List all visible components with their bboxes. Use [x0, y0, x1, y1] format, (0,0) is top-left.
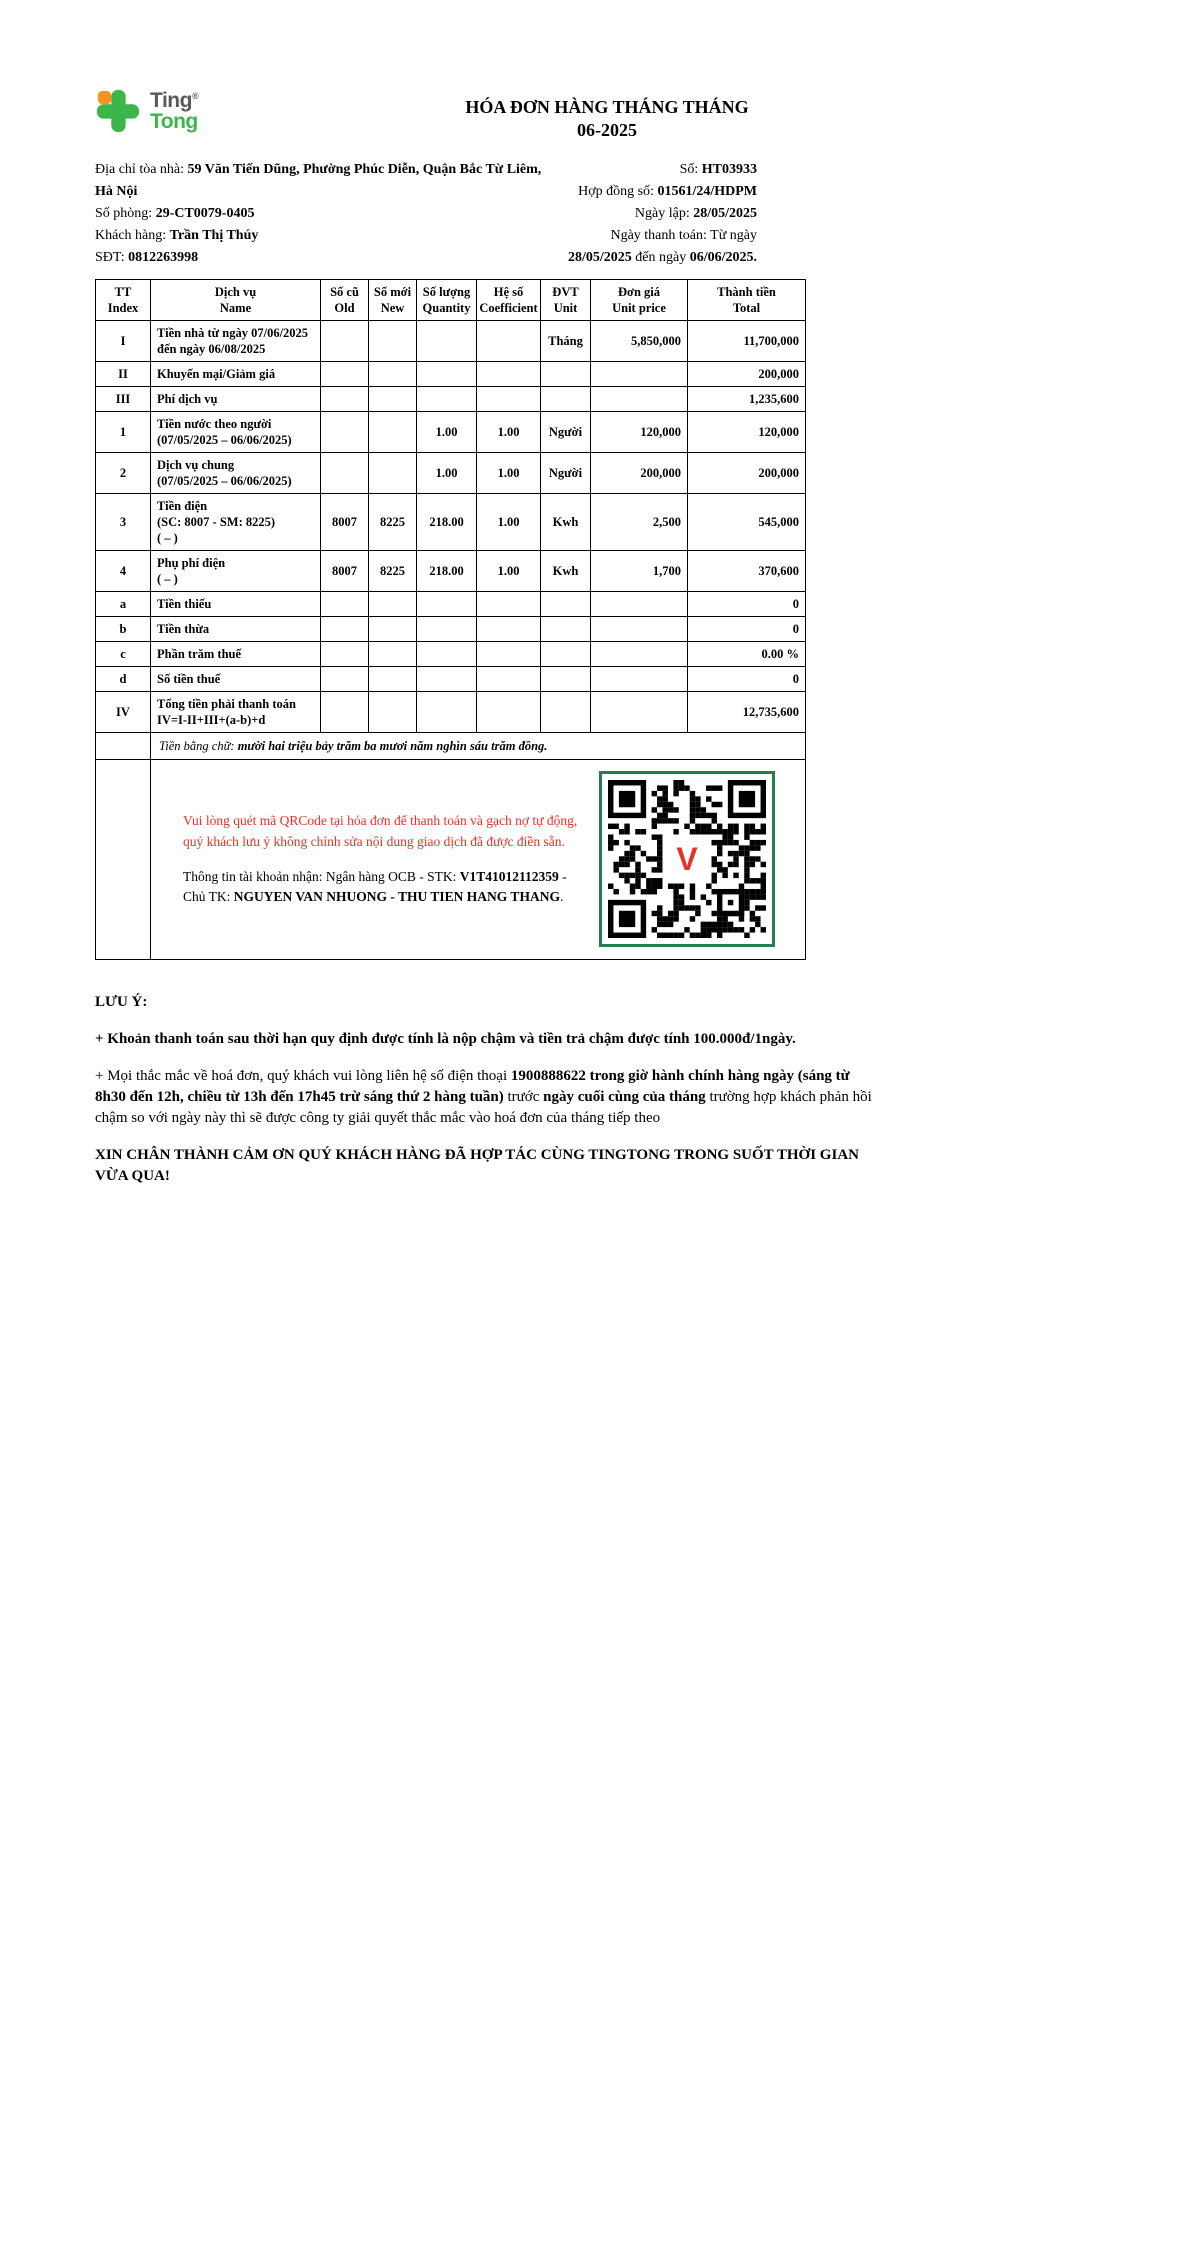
- cell-qty: [417, 691, 477, 732]
- cell-tt: c: [96, 641, 151, 666]
- cell-tt: IV: [96, 691, 151, 732]
- logo-word-tong: Tong: [150, 110, 198, 133]
- payment-from: 28/05/2025: [568, 249, 632, 265]
- cell-tt: II: [96, 361, 151, 386]
- cell-unit: [541, 591, 591, 616]
- cell-old: 8007: [321, 550, 369, 591]
- registered-mark: ®: [191, 90, 199, 101]
- phone-label: SĐT:: [95, 249, 129, 265]
- room-value: 29-CT0079-0405: [155, 205, 255, 221]
- cell-tt: 3: [96, 493, 151, 550]
- cell-total: 0: [688, 616, 806, 641]
- issue-date-value: 28/05/2025: [693, 205, 757, 221]
- cell-old: [321, 691, 369, 732]
- cell-coef: [477, 616, 541, 641]
- qr-cell: [151, 759, 806, 959]
- col-header-tt: TT Index: [96, 279, 151, 320]
- cell-tt-empty: [96, 759, 151, 959]
- cell-old: 8007: [321, 493, 369, 550]
- customer-value: Trần Thị Thúy: [169, 227, 259, 243]
- address-value: 59 Văn Tiến Dũng, Phường Phúc Diễn, Quận Bắc Từ Liêm, Hà Nội: [95, 161, 542, 199]
- cell-qty: [417, 361, 477, 386]
- table-row: [96, 691, 806, 732]
- cell-coef: 1.00: [477, 550, 541, 591]
- cell-price: 2,500: [591, 493, 688, 550]
- col-header-quantity: Số lượng Quantity: [417, 279, 477, 320]
- cell-old: [321, 411, 369, 452]
- cell-coef: 1.00: [477, 411, 541, 452]
- cell-new: [369, 411, 417, 452]
- cell-name: Phí dịch vụ: [151, 386, 321, 411]
- contact-bold1: 1900888622 trong giờ hành chính hàng ngày (sáng từ 8h30 đến 12h, chiều từ 13h đến 17h45 trừ sáng thứ 2 hàng tuần): [95, 1067, 850, 1105]
- note-late-payment: + Khoản thanh toán sau thời hạn quy định được tính là nộp chậm và tiền trả chậm được tính 100.000đ/1ngày.: [95, 1030, 796, 1047]
- invoice-no-label: Số:: [679, 161, 702, 177]
- cell-coef: [477, 320, 541, 361]
- cell-new: [369, 641, 417, 666]
- cell-old: [321, 591, 369, 616]
- cell-name: Tiền thiếu: [151, 591, 321, 616]
- cell-new: 8225: [369, 493, 417, 550]
- cell-qty: 218.00: [417, 493, 477, 550]
- header: [95, 88, 757, 143]
- cell-tt: 2: [96, 452, 151, 493]
- cell-unit: [541, 616, 591, 641]
- cell-tt: 1: [96, 411, 151, 452]
- cell-old: [321, 386, 369, 411]
- col-header-coefficient: Hệ số Coefficient: [477, 279, 541, 320]
- amount-in-words-label: Tiền bằng chữ:: [159, 738, 238, 753]
- tingtong-logo-text: [150, 90, 198, 133]
- contact-bold2: ngày cuối cùng của tháng: [543, 1088, 706, 1105]
- cell-coef: [477, 361, 541, 386]
- cell-qty: [417, 666, 477, 691]
- cell-price: [591, 591, 688, 616]
- cell-tt: 4: [96, 550, 151, 591]
- cell-unit: Người: [541, 411, 591, 452]
- note-contact: [95, 1066, 881, 1129]
- cell-qty: 218.00: [417, 550, 477, 591]
- cell-total: 0: [688, 591, 806, 616]
- page-title: HÓA ĐƠN HÀNG THÁNG THÁNG 06-2025: [465, 97, 749, 141]
- cell-price: [591, 386, 688, 411]
- cell-name: Số tiền thuế: [151, 666, 321, 691]
- cell-price: [591, 361, 688, 386]
- table-row: [96, 641, 806, 666]
- payment-label: Ngày thanh toán: Từ ngày: [610, 227, 757, 243]
- address-label: Địa chỉ tòa nhà:: [95, 161, 188, 177]
- table-row: [96, 493, 806, 550]
- room-label: Số phòng:: [95, 205, 156, 221]
- cell-name: Phụ phí điện ( – ): [151, 550, 321, 591]
- amount-in-words-row: [96, 732, 806, 759]
- cell-price: [591, 691, 688, 732]
- cell-name: Dịch vụ chung (07/05/2025 – 06/06/2025): [151, 452, 321, 493]
- cell-unit: Người: [541, 452, 591, 493]
- phone-value: 0812263998: [128, 249, 199, 265]
- cell-total: 200,000: [688, 361, 806, 386]
- cell-total: 200,000: [688, 452, 806, 493]
- contract-value: 01561/24/HDPM: [657, 183, 757, 199]
- invoice-no-value: HT03933: [701, 161, 757, 177]
- invoice-table-footer: [96, 732, 806, 959]
- qr-scan-note: Vui lòng quét mã QRCode tại hóa đơn để thanh toán và gạch nợ tự động, quý khách lưu ý không chỉnh sửa nội dung giao dịch đã được điền sẵn.: [183, 813, 578, 849]
- info-contract: [547, 181, 757, 203]
- cell-name: Tiền thừa: [151, 616, 321, 641]
- table-row: [96, 591, 806, 616]
- contact-part3: trường hợp khách phản hồi chậm so với ngày này thì sẽ được công ty giải quyết thắc mắc vào hoá đơn của tháng tiếp theo: [95, 1088, 872, 1126]
- invoice-table-header: [96, 279, 806, 320]
- cell-price: 120,000: [591, 411, 688, 452]
- cell-price: 5,850,000: [591, 320, 688, 361]
- cell-unit: Tháng: [541, 320, 591, 361]
- cell-price: [591, 666, 688, 691]
- cell-price: 1,700: [591, 550, 688, 591]
- customer-label: Khách hàng:: [95, 227, 170, 243]
- cell-unit: [541, 666, 591, 691]
- table-row: [96, 411, 806, 452]
- cell-qty: [417, 616, 477, 641]
- qr-instructions: [159, 811, 599, 907]
- cell-qty: 1.00: [417, 452, 477, 493]
- cell-total: 0.00 %: [688, 641, 806, 666]
- cell-tt: d: [96, 666, 151, 691]
- col-header-unit: ĐVT Unit: [541, 279, 591, 320]
- cell-old: [321, 320, 369, 361]
- info-invoice-no: [547, 159, 757, 181]
- payment-mid: đến ngày: [631, 249, 690, 265]
- info-phone: [95, 247, 547, 269]
- cell-qty: [417, 320, 477, 361]
- cell-old: [321, 452, 369, 493]
- tingtong-logo-icon: [95, 88, 141, 134]
- account-suffix: .: [559, 889, 564, 905]
- cell-new: [369, 691, 417, 732]
- cell-old: [321, 641, 369, 666]
- account-prefix: Thông tin tài khoản nhận: Ngân hàng OCB - STK:: [183, 868, 460, 884]
- info-address: [95, 159, 547, 203]
- cell-qty: [417, 641, 477, 666]
- account-holder: NGUYEN VAN NHUONG - THU TIEN HANG THANG: [233, 889, 560, 905]
- table-row: [96, 361, 806, 386]
- qr-center-logo-icon: V: [667, 839, 707, 879]
- cell-unit: [541, 691, 591, 732]
- payment-to: 06/06/2025.: [689, 249, 757, 265]
- cell-qty: [417, 591, 477, 616]
- account-mid: - Chủ TK:: [183, 868, 567, 905]
- cell-coef: [477, 691, 541, 732]
- qr-row: [96, 759, 806, 959]
- cell-name: Tiền nước theo người (07/05/2025 – 06/06/2025): [151, 411, 321, 452]
- cell-total: 370,600: [688, 550, 806, 591]
- amount-in-words-value: mười hai triệu bảy trăm ba mươi năm nghìn sáu trăm đồng.: [237, 738, 548, 753]
- cell-name: Phần trăm thuế: [151, 641, 321, 666]
- invoice-table-body: [96, 320, 806, 732]
- cell-coef: 1.00: [477, 493, 541, 550]
- table-row: [96, 666, 806, 691]
- col-header-old: Số cũ Old: [321, 279, 369, 320]
- cell-old: [321, 616, 369, 641]
- cell-name: Tiền điện (SC: 8007 - SM: 8225) ( – ): [151, 493, 321, 550]
- logo-word-ting: Ting: [150, 88, 192, 112]
- cell-new: [369, 386, 417, 411]
- cell-total: 11,700,000: [688, 320, 806, 361]
- table-row: [96, 320, 806, 361]
- cell-total: 120,000: [688, 411, 806, 452]
- cell-price: 200,000: [591, 452, 688, 493]
- cell-unit: Kwh: [541, 550, 591, 591]
- cell-coef: [477, 666, 541, 691]
- cell-unit: [541, 386, 591, 411]
- col-header-unit-price: Đơn giá Unit price: [591, 279, 688, 320]
- info-issue-date: [547, 203, 757, 225]
- notes-section: [95, 992, 881, 1187]
- cell-new: [369, 452, 417, 493]
- header-row: [96, 279, 806, 320]
- cell-tt: a: [96, 591, 151, 616]
- cell-tt: b: [96, 616, 151, 641]
- cell-unit: Kwh: [541, 493, 591, 550]
- contract-label: Hợp đồng số:: [578, 183, 658, 199]
- cell-new: [369, 616, 417, 641]
- cell-qty: 1.00: [417, 411, 477, 452]
- notes-heading: LƯU Ý:: [95, 993, 148, 1010]
- cell-coef: [477, 386, 541, 411]
- info-payment-date: [547, 225, 757, 269]
- table-row: [96, 452, 806, 493]
- cell-price: [591, 641, 688, 666]
- cell-total: 0: [688, 666, 806, 691]
- cell-unit: [541, 361, 591, 386]
- cell-tt-empty: [96, 732, 151, 759]
- cell-old: [321, 361, 369, 386]
- cell-new: [369, 591, 417, 616]
- cell-qty: [417, 386, 477, 411]
- cell-total: 545,000: [688, 493, 806, 550]
- info-right-column: [547, 159, 757, 269]
- cell-coef: [477, 641, 541, 666]
- amount-in-words-cell: [151, 732, 806, 759]
- table-row: [96, 616, 806, 641]
- contact-part2: trước: [503, 1088, 544, 1105]
- info-left-column: [95, 159, 547, 269]
- info-room: [95, 203, 547, 225]
- cell-name: Tiền nhà từ ngày 07/06/2025 đến ngày 06/08/2025: [151, 320, 321, 361]
- cell-total: 12,735,600: [688, 691, 806, 732]
- qr-code: [599, 771, 775, 947]
- account-info: [183, 867, 585, 908]
- info-section: [95, 159, 757, 269]
- cell-tt: I: [96, 320, 151, 361]
- cell-coef: 1.00: [477, 452, 541, 493]
- cell-new: [369, 361, 417, 386]
- cell-total: 1,235,600: [688, 386, 806, 411]
- col-header-total: Thành tiền Total: [688, 279, 806, 320]
- cell-new: [369, 320, 417, 361]
- cell-name: Tổng tiền phải thanh toán IV=I-II+III+(a-b)+d: [151, 691, 321, 732]
- cell-tt: III: [96, 386, 151, 411]
- col-header-service: Dịch vụ Name: [151, 279, 321, 320]
- cell-old: [321, 666, 369, 691]
- cell-new: 8225: [369, 550, 417, 591]
- col-header-new: Số mới New: [369, 279, 417, 320]
- invoice-table: [95, 279, 806, 960]
- tingtong-logo: [95, 88, 198, 134]
- table-row: [96, 386, 806, 411]
- account-number: V1T41012112359: [459, 868, 559, 884]
- cell-price: [591, 616, 688, 641]
- cell-unit: [541, 641, 591, 666]
- info-customer: [95, 225, 547, 247]
- cell-new: [369, 666, 417, 691]
- note-thanks: XIN CHÂN THÀNH CẢM ƠN QUÝ KHÁCH HÀNG ĐÃ HỢP TÁC CÙNG TINGTONG TRONG SUỐT THỜI GIAN VỪA QUA!: [95, 1146, 859, 1184]
- issue-date-label: Ngày lập:: [634, 205, 694, 221]
- cell-name: Khuyến mại/Giảm giá: [151, 361, 321, 386]
- table-row: [96, 550, 806, 591]
- contact-part1: + Mọi thắc mắc về hoá đơn, quý khách vui lòng liên hệ số điện thoại: [95, 1067, 511, 1084]
- cell-coef: [477, 591, 541, 616]
